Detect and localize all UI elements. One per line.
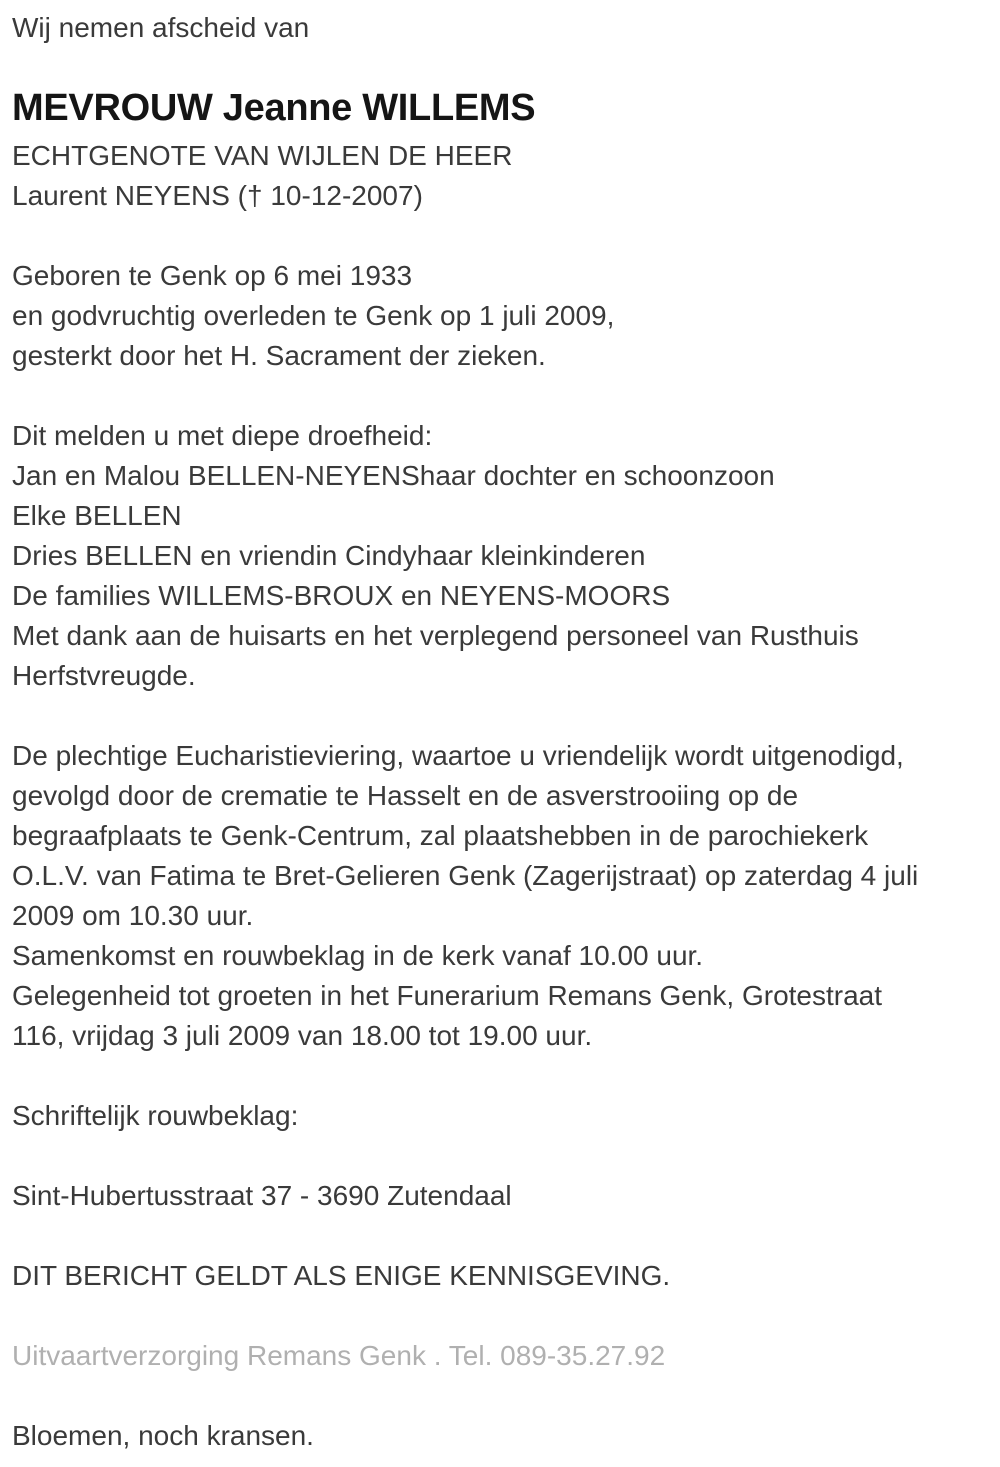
deceased-name: MEVROUW Jeanne WILLEMS xyxy=(12,87,536,129)
ceremony-line: begraafplaats te Genk-Centrum, zal plaatshebben in de parochiekerk xyxy=(12,820,869,851)
intro-line: Wij nemen afscheid van xyxy=(12,12,310,43)
ceremony-line: O.L.V. van Fatima te Bret-Gelieren Genk (Zagerijstraat) op zaterdag 4 juli xyxy=(12,860,919,891)
birth-death-line: gesterkt door het H. Sacrament der zieken. xyxy=(12,340,546,371)
ceremony-block xyxy=(12,736,994,1056)
family-line: Jan en Malou BELLEN-NEYENShaar dochter en schoonzoon xyxy=(12,460,775,491)
flowers-block xyxy=(12,1416,994,1456)
family-line: Met dank aan de huisarts en het verplegend personeel van Rusthuis xyxy=(12,620,859,651)
ceremony-line: De plechtige Eucharistieviering, waartoe u vriendelijk wordt uitgenodigd, xyxy=(12,740,904,771)
birth-death-line: Geboren te Genk op 6 mei 1933 xyxy=(12,260,413,291)
funeral-home-line: Uitvaartverzorging Remans Genk . Tel. 089-35.27.92 xyxy=(12,1340,666,1371)
intro-block xyxy=(12,8,994,48)
birth-death-line: en godvruchtig overleden te Genk op 1 juli 2009, xyxy=(12,300,615,331)
notice-block xyxy=(12,1256,994,1296)
flowers-line: Bloemen, noch kransen. xyxy=(12,1420,314,1451)
family-line: Dries BELLEN en vriendin Cindyhaar kleinkinderen xyxy=(12,540,646,571)
spouse-block xyxy=(12,136,994,216)
spouse-line: ECHTGENOTE VAN WIJLEN DE HEER xyxy=(12,140,513,171)
ceremony-line: 116, vrijdag 3 juli 2009 van 18.00 tot 19.00 uur. xyxy=(12,1020,593,1051)
address-block xyxy=(12,1176,994,1216)
spouse-line: Laurent NEYENS († 10-12-2007) xyxy=(12,180,423,211)
condolence-heading: Schriftelijk rouwbeklag: xyxy=(12,1100,299,1131)
notice-line: DIT BERICHT GELDT ALS ENIGE KENNISGEVING. xyxy=(12,1260,671,1291)
condolence-heading-block xyxy=(12,1096,994,1136)
family-line: Dit melden u met diepe droefheid: xyxy=(12,420,433,451)
birth-death-block xyxy=(12,256,994,376)
ceremony-line: gevolgd door de crematie te Hasselt en de asverstrooiing op de xyxy=(12,780,799,811)
ceremony-line: 2009 om 10.30 uur. xyxy=(12,900,254,931)
family-line: Herfstvreugde. xyxy=(12,660,196,691)
family-line: Elke BELLEN xyxy=(12,500,182,531)
ceremony-line: Samenkomst en rouwbeklag in de kerk vanaf 10.00 uur. xyxy=(12,940,704,971)
family-line: De families WILLEMS-BROUX en NEYENS-MOORS xyxy=(12,580,671,611)
address-line: Sint-Hubertusstraat 37 - 3690 Zutendaal xyxy=(12,1180,512,1211)
family-block xyxy=(12,416,994,696)
ceremony-line: Gelegenheid tot groeten in het Funerarium Remans Genk, Grotestraat xyxy=(12,980,883,1011)
funeral-home-block xyxy=(12,1336,994,1376)
